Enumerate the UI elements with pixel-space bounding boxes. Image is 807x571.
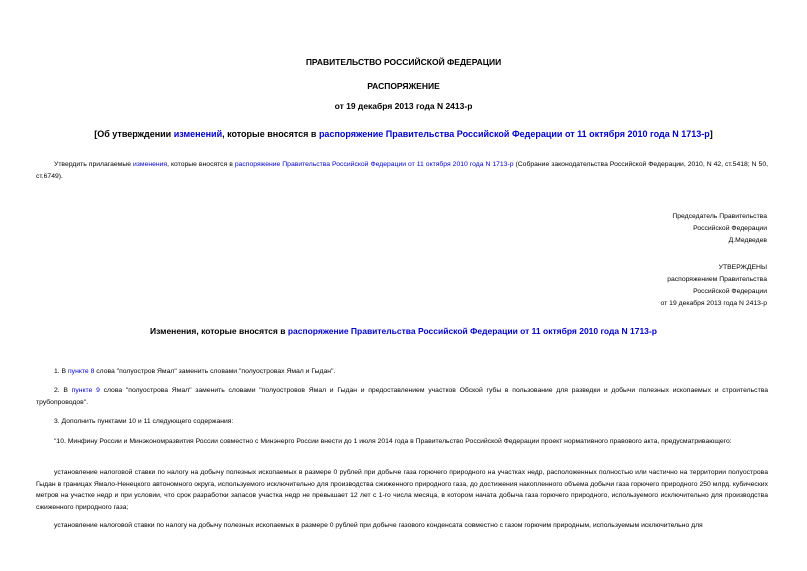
intro-paragraph: [36, 159, 768, 182]
intro-post: (Собрание законодательства Российской Федерации, 2010, N 42, ст.5418; N 50, ст.6749).: [36, 161, 769, 180]
signature-block: [507, 211, 767, 247]
item-10-text: "10. Минфину России и Минэкономразвития России совместно с Минэнерго России внести до 1 июля 2014 года в Правительство Российской Федерации проект нормативного правового акта, предусматривающего:: [54, 438, 732, 445]
intro-mid: , которые вносятся в: [167, 161, 235, 168]
changes-title: [0, 326, 807, 336]
tax-rate-gas-paragraph: [36, 467, 768, 513]
tax-rate-condensate-text: установление налоговой ставки по налогу на добычу полезных ископаемых в размере 0 рублей при добыче газового конденсата совместно с газом горючим природным, используемым исключительно для: [54, 522, 703, 529]
signature-line-1: Председатель Правительства: [672, 213, 767, 220]
item-3-text: 3. Дополнить пунктами 10 и 11 следующего содержания:: [54, 418, 234, 425]
signature-line-2: Российской Федерации: [693, 225, 767, 232]
date-number-heading: от 19 декабря 2013 года N 2413-р: [334, 101, 473, 111]
subject-link-order[interactable]: распоряжение Правительства Российской Федерации от 11 октября 2010 года N 1713-р: [318, 129, 710, 139]
item-1: [36, 366, 768, 378]
item-3: [36, 416, 768, 428]
approved-line-3: Российской Федерации: [693, 288, 767, 295]
tax-rate-condensate-paragraph: [36, 520, 768, 532]
item-1-link[interactable]: пункте 8: [67, 368, 95, 375]
approved-line-4: от 19 декабря 2013 года N 2413-р: [660, 300, 767, 307]
approved-line-1: УТВЕРЖДЕНЫ: [718, 264, 767, 271]
subject-link-changes[interactable]: изменений: [173, 129, 223, 139]
item-1-pre: 1. В: [54, 368, 68, 375]
subject-post: ]: [709, 129, 713, 139]
item-10-paragraph: [36, 436, 768, 448]
org-heading: ПРАВИТЕЛЬСТВО РОССИЙСКОЙ ФЕДЕРАЦИИ: [305, 57, 502, 67]
item-2-pre: 2. В: [54, 387, 72, 394]
item-2: [36, 385, 768, 408]
item-2-link[interactable]: пункте 9: [71, 387, 100, 394]
intro-link-order[interactable]: распоряжение Правительства Российской Федерации от 11 октября 2010 года N 1713-р: [234, 161, 514, 168]
intro-link-changes[interactable]: изменения: [132, 161, 168, 168]
intro-pre: Утвердить прилагаемые: [54, 161, 133, 168]
subject-pre: [Об утверждении: [94, 129, 174, 139]
doc-type-heading: РАСПОРЯЖЕНИЕ: [367, 81, 440, 91]
approved-block: [507, 262, 767, 310]
changes-title-pre: Изменения, которые вносятся в: [150, 326, 288, 336]
subject-mid: , которые вносятся в: [222, 129, 319, 139]
signature-line-3: Д.Медведев: [728, 237, 767, 244]
item-1-post: слова "полуостров Ямал" заменить словами "полуостровах Ямал и Гыдан".: [94, 368, 336, 375]
changes-title-link[interactable]: распоряжение Правительства Российской Федерации от 11 октября 2010 года N 1713-р: [287, 326, 657, 336]
tax-rate-gas-text: установление налоговой ставки по налогу на добычу полезных ископаемых в размере 0 рублей при добыче газа горючего природного на участках недр, расположенных полностью или частично на территории полуострова Гыдан в границах Ямало-Ненецкого автономного округа, используемого исключительно для производства сжиженного природного газа, до достижения накопленного объема добычи газа горючего природного 250 млрд. кубических метров на участке недр и при условии, что срок разработки запасов участка недр не превышает 12 лет с 1-го числа месяца, в котором начата добыча газа горючего природного, используемого исключительно для производства сжиженного природного газа;: [36, 469, 768, 511]
subject-heading: [0, 129, 807, 139]
item-2-post: слова "полуострова Ямал" заменить словами "полуостровов Ямал и Гыдан и предоставлением участков Обской губы в пользование для разведки и добычи полезных ископаемых и строительства трубопроводов".: [36, 387, 769, 406]
approved-line-2: распоряжением Правительства: [667, 276, 767, 283]
